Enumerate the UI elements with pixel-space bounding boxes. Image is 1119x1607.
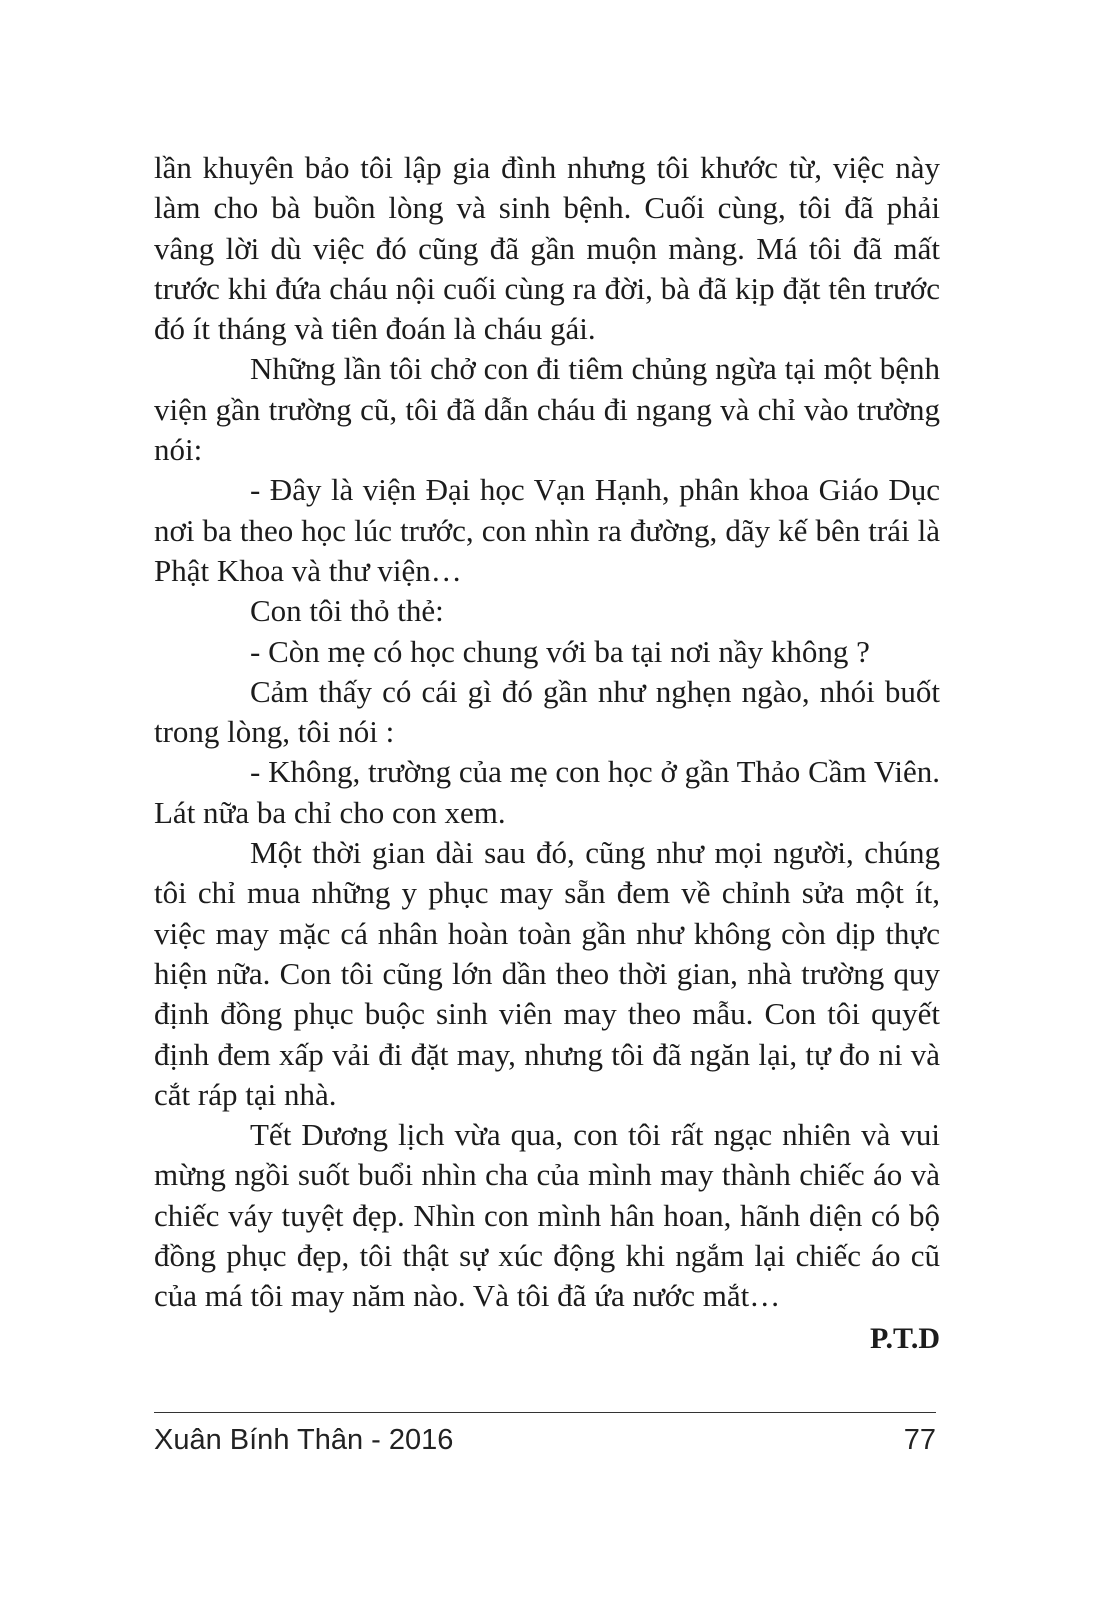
- footer-divider: [154, 1412, 936, 1413]
- body-text: [154, 148, 940, 1359]
- footer-publication-title: Xuân Bính Thân - 2016: [154, 1424, 454, 1456]
- page-number: 77: [903, 1424, 936, 1456]
- paragraph-2: Những lần tôi chở con đi tiêm chủng ngừa tại một bệnh viện gần trường cũ, tôi đã dẫn cháu đi ngang và chỉ vào trường nói:: [154, 351, 940, 468]
- dialogue-line-3: - Không, trường của mẹ con học ở gần Thảo Cầm Viên. Lát nữa ba chỉ cho con xem.: [154, 754, 940, 830]
- paragraph-6: Tết Dương lịch vừa qua, con tôi rất ngạc nhiên và vui mừng ngồi suốt buổi nhìn cha của mình may thành chiếc áo và chiếc váy tuyệt đẹp. Nhìn con mình hân hoan, hãnh diện có bộ đồng phục đẹp, tôi thật sự xúc động khi ngắm lại chiếc áo cũ của má tôi may năm nào. Và tôi đã ứa nước mắt…: [154, 1117, 940, 1314]
- paragraph-1: lần khuyên bảo tôi lập gia đình nhưng tôi khước từ, việc này làm cho bà buồn lòng và sinh bệnh. Cuối cùng, tôi đã phải vâng lời dù việc đó cũng đã gần muộn màng. Má tôi đã mất trước khi đứa cháu nội cuối cùng ra đời, bà đã kịp đặt tên trước đó ít tháng và tiên đoán là cháu gái.: [154, 150, 940, 347]
- dialogue-line-1: - Đây là viện Đại học Vạn Hạnh, phân khoa Giáo Dục nơi ba theo học lúc trước, con nhìn ra đường, dãy kế bên trái là Phật Khoa và thư viện…: [154, 472, 940, 588]
- paragraph-4: Cảm thấy có cái gì đó gần như nghẹn ngào, nhói buốt trong lòng, tôi nói :: [154, 673, 940, 750]
- author-signature: P.T.D: [869, 1321, 940, 1355]
- paragraph-5: Một thời gian dài sau đó, cũng như mọi người, chúng tôi chỉ mua những y phục may sẵn đem về chỉnh sửa một ít, việc may mặc cá nhân hoàn toàn gần như không còn dịp thực hiện nữa. Con tôi cũng lớn dần theo thời gian, nhà trường quy định đồng phục buộc sinh viên may theo mẫu. Con tôi quyết định đem xấp vải đi đặt may, nhưng tôi đã ngăn lại, tự đo ni và cắt ráp tại nhà.: [154, 835, 940, 1112]
- dialogue-line-2: - Còn mẹ có học chung với ba tại nơi nầy không ?: [250, 633, 870, 669]
- paragraph-3: Con tôi thỏ thẻ:: [250, 593, 444, 629]
